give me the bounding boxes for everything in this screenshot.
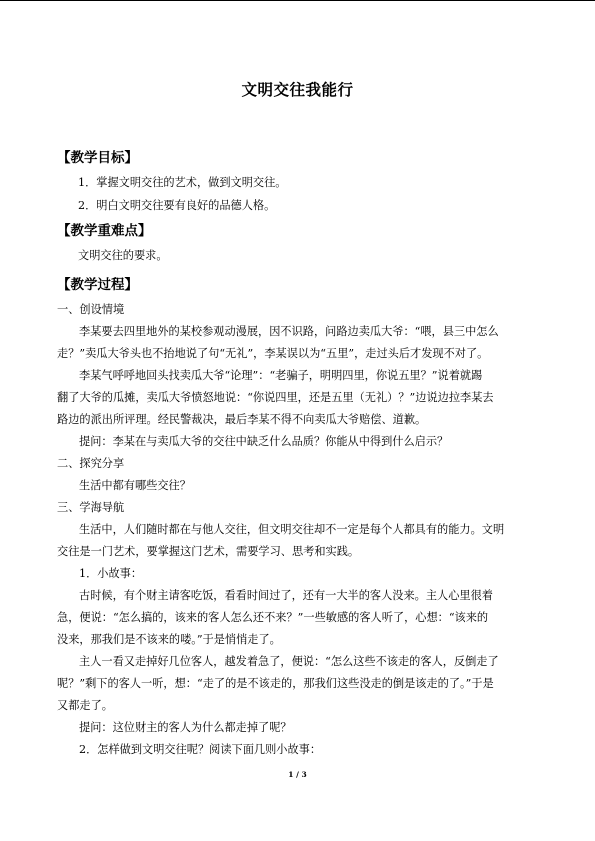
text-line: 交往是一门艺术，要掌握这门艺术，需要学习、思考和实践。	[57, 545, 360, 558]
text-line: 生活中都有哪些交往？	[79, 479, 191, 492]
section-heading-key-points: 【教学重难点】	[57, 223, 152, 239]
text-line: 2．明白文明交往要有良好的品德人格。	[78, 199, 276, 212]
text-line: 又都走了。	[57, 699, 113, 712]
text-line: 主人一看又走掉好几位客人，越发着急了，便说：“怎么这些不该走的客人，反倒走了	[79, 655, 499, 668]
page-title: 文明交往我能行	[241, 81, 354, 99]
text-line: 二、探究分享	[57, 457, 125, 470]
page-number: 1 / 3	[288, 770, 307, 779]
text-line: 没来，那我们是不该来的喽。”于是悄悄走了。	[57, 633, 281, 646]
text-line: 提问：李某在与卖瓜大爷的交往中缺乏什么品质？你能从中得到什么启示？	[79, 435, 449, 448]
section-heading-goals: 【教学目标】	[57, 150, 138, 166]
text-line: 急，便说：“怎么搞的，该来的客人怎么还不来？”一些敏感的客人听了，心想：“该来的	[57, 611, 489, 624]
text-line: 一、创设情境	[57, 303, 125, 316]
text-line: 1．小故事：	[79, 567, 143, 580]
text-line: 路边的派出所评理。经民警裁决，最后李某不得不向卖瓜大爷赔偿、道歉。	[57, 413, 427, 426]
text-line: 李某要去四里地外的某校参观动漫展，因不识路，问路边卖瓜大爷：“喂，县三中怎么	[79, 325, 499, 338]
text-line: 提问：这位财主的客人为什么都走掉了呢？	[79, 721, 292, 734]
text-line: 李某气呼呼地回头找卖瓜大爷“论理”：“老骗子，明明四里，你说五里？”说着就踢	[79, 369, 483, 382]
text-line: 走？”卖瓜大爷头也不抬地说了句“无礼”，李某误以为“五里”，走过头后才发现不对了。	[57, 347, 489, 360]
text-line: 2．怎样做到文明交往呢？阅读下面几则小故事：	[79, 743, 322, 756]
text-line: 文明交往的要求。	[78, 249, 168, 262]
text-line: 翻了大爷的瓜摊，卖瓜大爷愤怒地说：“你说四里，还是五里（无礼）？”边说边拉李某去	[57, 391, 494, 404]
header-rule	[0, 0, 595, 1]
text-line: 古时候，有个财主请客吃饭，看看时间过了，还有一大半的客人没来。主人心里很着	[79, 589, 493, 602]
text-line: 1．掌握文明交往的艺术，做到文明交往。	[78, 176, 287, 189]
section-heading-process: 【教学过程】	[57, 277, 138, 293]
text-line: 三、学海导航	[57, 501, 125, 514]
text-line: 生活中，人们随时都在与他人交往，但文明交往却不一定是每个人都具有的能力。文明	[79, 523, 505, 536]
text-line: 呢？”剩下的客人一听，想：“走了的是不该走的，那我们这些没走的倒是该走的了。”于是	[57, 677, 494, 690]
